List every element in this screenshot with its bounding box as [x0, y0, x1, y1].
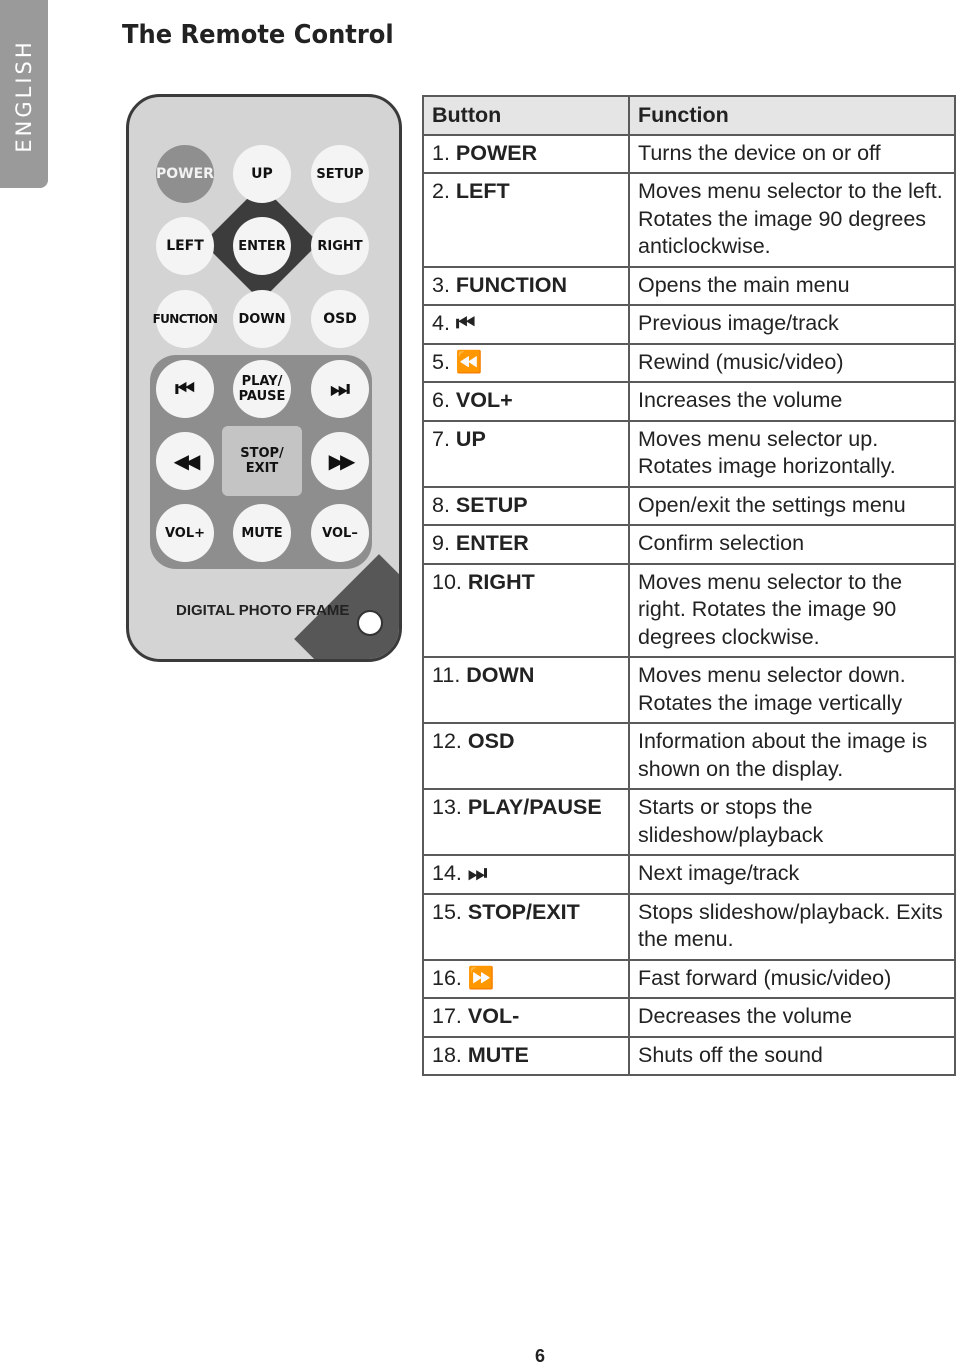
- button-number: 11.: [432, 663, 461, 687]
- button-name: STOP/EXIT: [467, 899, 580, 924]
- remote-vol-plus-button: VOL+: [156, 504, 214, 562]
- remote-play-pause-button: [233, 360, 291, 418]
- function-cell: Previous image/track: [629, 305, 955, 344]
- button-number: 13.: [432, 795, 462, 819]
- button-number: 16.: [432, 965, 462, 990]
- remote-fast-forward-button: ▶▶: [311, 432, 369, 490]
- button-cell: [423, 998, 629, 1037]
- page-title: The Remote Control: [122, 20, 394, 50]
- language-tab: [0, 0, 48, 188]
- function-cell: Starts or stops the slideshow/playback: [629, 789, 955, 855]
- function-cell: Next image/track: [629, 855, 955, 894]
- button-cell: [423, 1037, 629, 1076]
- table-row: [423, 789, 955, 855]
- button-cell: [423, 723, 629, 789]
- header-button: Button: [423, 96, 629, 135]
- button-name: POWER: [455, 140, 538, 165]
- remote-down-button: DOWN: [233, 290, 291, 348]
- button-number: 7.: [432, 426, 450, 451]
- button-cell: [423, 305, 629, 344]
- function-cell: Decreases the volume: [629, 998, 955, 1037]
- table-row: [423, 960, 955, 999]
- function-cell: Moves menu selector to the left. Rotates the image 90 degrees anticlockwise.: [629, 173, 955, 267]
- button-number: 9.: [432, 531, 450, 555]
- button-number: 6.: [432, 388, 450, 412]
- button-number: 14.: [432, 861, 462, 885]
- button-cell: [423, 894, 629, 960]
- button-name: PLAY/PAUSE: [467, 795, 602, 819]
- table-row: [423, 267, 955, 306]
- remote-mute-button: MUTE: [233, 504, 291, 562]
- button-number: 12.: [432, 729, 462, 753]
- function-cell: Turns the device on or off: [629, 135, 955, 174]
- function-cell: Moves menu selector up. Rotates image horizontally.: [629, 421, 955, 487]
- language-label: ENGLISH: [12, 39, 36, 153]
- table-row: [423, 998, 955, 1037]
- table-row: [423, 894, 955, 960]
- button-name: RIGHT: [467, 569, 535, 594]
- button-cell: [423, 525, 629, 564]
- remote-power-button: POWER: [156, 145, 214, 203]
- button-number: 5.: [432, 349, 450, 374]
- remote-next-button: ⏭: [311, 360, 369, 418]
- function-cell: Open/exit the settings menu: [629, 487, 955, 526]
- button-number: 4.: [432, 311, 450, 335]
- lanyard-hole: [357, 610, 383, 636]
- button-name: VOL+: [455, 388, 513, 412]
- button-cell: [423, 789, 629, 855]
- play-pause-line1: PLAY/: [241, 374, 283, 389]
- function-cell: Moves menu selector to the right. Rotates the image 90 degrees clockwise.: [629, 564, 955, 658]
- button-number: 17.: [432, 1004, 462, 1028]
- table-row: [423, 382, 955, 421]
- remote-enter-button: ENTER: [233, 217, 291, 275]
- function-cell: Stops slideshow/playback. Exits the menu.: [629, 894, 955, 960]
- page-number: 6: [534, 1346, 545, 1366]
- function-cell: Opens the main menu: [629, 267, 955, 306]
- button-cell: [423, 421, 629, 487]
- table-row: [423, 564, 955, 658]
- button-name: ⏮: [455, 311, 476, 335]
- button-name: UP: [455, 426, 486, 451]
- remote-label: DIGITAL PHOTO FRAME: [176, 602, 350, 619]
- button-number: 2.: [432, 179, 450, 203]
- button-name: MUTE: [467, 1042, 529, 1067]
- button-cell: [423, 267, 629, 306]
- stop-exit-line1: STOP/: [240, 446, 284, 461]
- remote-right-button: RIGHT: [311, 217, 369, 275]
- button-number: 10.: [432, 569, 462, 594]
- remote-setup-button: SETUP: [311, 145, 369, 203]
- button-number: 18.: [432, 1042, 462, 1067]
- table-row: [423, 173, 955, 267]
- table-row: [423, 1037, 955, 1076]
- header-function: Function: [629, 96, 955, 135]
- function-cell: Rewind (music/video): [629, 344, 955, 383]
- remote-osd-button: OSD: [311, 290, 369, 348]
- play-pause-line2: PAUSE: [238, 389, 286, 404]
- button-name: LEFT: [455, 179, 510, 203]
- remote-prev-button: ⏮: [156, 360, 214, 418]
- button-cell: [423, 382, 629, 421]
- table-row: [423, 135, 955, 174]
- button-name: DOWN: [466, 663, 535, 687]
- button-name: ENTER: [455, 531, 529, 555]
- button-number: 8.: [432, 492, 450, 517]
- button-cell: [423, 487, 629, 526]
- button-cell: [423, 657, 629, 723]
- button-name: ⏩: [467, 965, 495, 990]
- remote-control-illustration: [126, 94, 402, 662]
- button-cell: [423, 344, 629, 383]
- button-cell: [423, 135, 629, 174]
- table-row: [423, 305, 955, 344]
- button-name: SETUP: [455, 492, 528, 517]
- button-cell: [423, 960, 629, 999]
- table-row: [423, 421, 955, 487]
- table-header-row: [423, 96, 955, 135]
- remote-left-button: LEFT: [156, 217, 214, 275]
- table-row: [423, 344, 955, 383]
- function-cell: Increases the volume: [629, 382, 955, 421]
- function-cell: Information about the image is shown on the display.: [629, 723, 955, 789]
- function-cell: Shuts off the sound: [629, 1037, 955, 1076]
- table-row: [423, 855, 955, 894]
- button-cell: [423, 173, 629, 267]
- button-name: OSD: [467, 729, 515, 753]
- table-row: [423, 487, 955, 526]
- table-row: [423, 657, 955, 723]
- table-row: [423, 525, 955, 564]
- remote-stop-exit-button: [233, 432, 291, 490]
- button-name: VOL-: [467, 1004, 520, 1028]
- remote-rewind-button: ◀◀: [156, 432, 214, 490]
- remote-vol-minus-button: VOL–: [311, 504, 369, 562]
- remote-up-button: UP: [233, 145, 291, 203]
- button-name: ⏪: [455, 349, 483, 374]
- table-row: [423, 723, 955, 789]
- button-number: 3.: [432, 272, 450, 297]
- stop-exit-line2: EXIT: [245, 461, 279, 476]
- button-name: FUNCTION: [455, 272, 567, 297]
- function-cell: Confirm selection: [629, 525, 955, 564]
- button-number: 1.: [432, 140, 450, 165]
- button-number: 15.: [432, 899, 462, 924]
- button-name: ⏭: [467, 861, 488, 885]
- button-function-table: [422, 95, 956, 1076]
- button-cell: [423, 564, 629, 658]
- function-cell: Fast forward (music/video): [629, 960, 955, 999]
- function-cell: Moves menu selector down. Rotates the image vertically: [629, 657, 955, 723]
- button-cell: [423, 855, 629, 894]
- remote-function-button: FUNCTION: [156, 290, 214, 348]
